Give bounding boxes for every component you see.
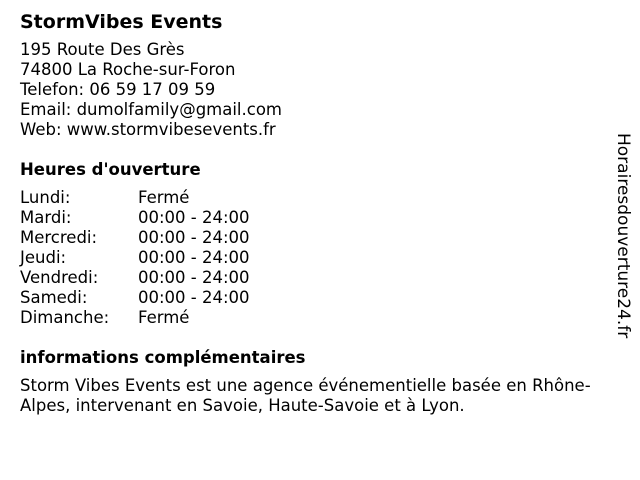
site-watermark: Horairesdouverture24.fr (613, 133, 633, 339)
hours-row-sunday (20, 308, 610, 328)
hours-row-monday (20, 188, 610, 208)
time-value: Fermé (138, 188, 190, 207)
contact-details (20, 40, 610, 140)
phone-line: Telefon: 06 59 17 09 59 (20, 80, 216, 99)
day-label: Mardi: (20, 208, 72, 227)
time-value: 00:00 - 24:00 (138, 248, 250, 267)
business-description: Storm Vibes Events est une agence événementielle basée en Rhône-Alpes, intervenant en Savoie, Haute-Savoie et à Lyon. (20, 376, 591, 415)
day-label: Samedi: (20, 288, 88, 307)
additional-info-heading: informations complémentaires (20, 348, 306, 367)
hours-row-saturday (20, 288, 610, 308)
address-line-2: 74800 La Roche-sur-Foron (20, 60, 236, 79)
address-line-1: 195 Route Des Grès (20, 40, 185, 59)
time-value: 00:00 - 24:00 (138, 228, 250, 247)
business-name: StormVibes Events (20, 11, 223, 33)
day-label: Lundi: (20, 188, 71, 207)
hours-row-wednesday (20, 228, 610, 248)
web-line: Web: www.stormvibesevents.fr (20, 120, 276, 139)
time-value: 00:00 - 24:00 (138, 288, 250, 307)
hours-row-tuesday (20, 208, 610, 228)
email-line: Email: dumolfamily@gmail.com (20, 100, 283, 119)
time-value: 00:00 - 24:00 (138, 268, 250, 287)
hours-row-thursday (20, 248, 610, 268)
opening-hours-table (20, 188, 610, 328)
hours-row-friday (20, 268, 610, 288)
day-label: Jeudi: (20, 248, 67, 267)
day-label: Mercredi: (20, 228, 98, 247)
time-value: Fermé (138, 308, 190, 327)
opening-hours-heading: Heures d'ouverture (20, 160, 201, 179)
time-value: 00:00 - 24:00 (138, 208, 250, 227)
day-label: Vendredi: (20, 268, 99, 287)
day-label: Dimanche: (20, 308, 110, 327)
business-card (20, 10, 610, 416)
